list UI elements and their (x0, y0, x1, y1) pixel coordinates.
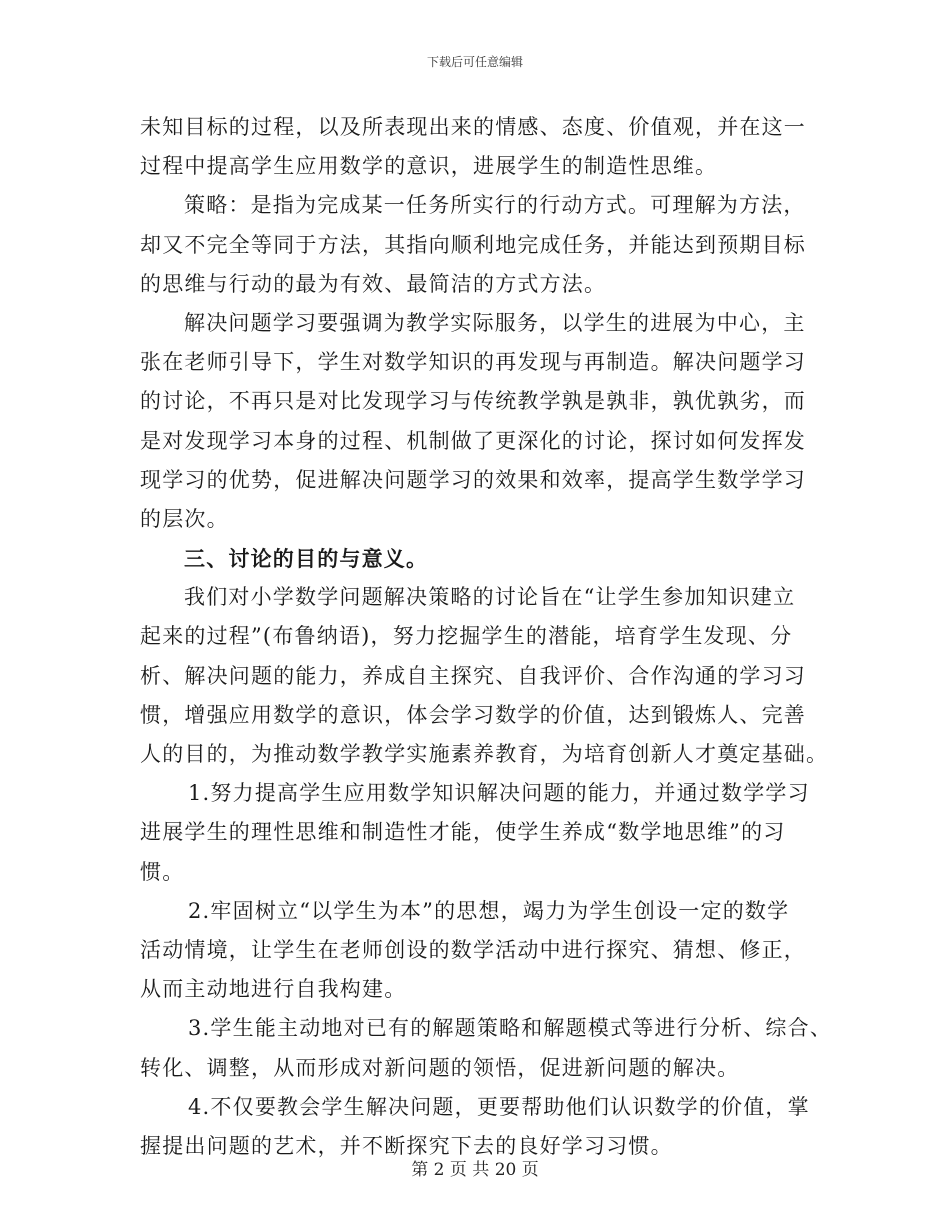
text-line: 的讨论，不再只是对比发现学习与传统教学孰是孰非，孰优孰劣，而 (140, 389, 806, 414)
page-footer: 第 2 页 共 20 页 (411, 1160, 539, 1180)
text-line: 策略：是指为完成某一任务所实行的行动方式。可理解为方法， (184, 193, 806, 218)
text-line: 现学习的优势，促进解决问题学习的效果和效率，提高学生数学学习 (140, 467, 806, 492)
text-line: 惯，增强应用数学的意识，体会学习数学的价值，达到锻炼人、完善 (140, 702, 806, 727)
document-body (140, 108, 833, 1166)
text-line: 进展学生的理性思维和制造性才能，使学生养成“数学地思维”的习 (140, 820, 786, 845)
text-line: 惯。 (140, 859, 185, 884)
text-line: 的层次。 (140, 506, 229, 531)
text-line: 3.学生能主动地对已有的解题策略和解题模式等进行分析、综合、 (188, 1016, 833, 1041)
text-line: 人的目的，为推动数学教学实施素养教育，为培育创新人才奠定基础。 (140, 742, 829, 766)
text-line: 握提出问题的艺术，并不断探究下去的良好学习习惯。 (140, 1133, 673, 1158)
text-line: 解决问题学习要强调为教学实际服务，以学生的进展为中心，主 (184, 310, 806, 335)
text-line: 4.不仅要教会学生解决问题，更要帮助他们认识数学的价值，掌 (188, 1094, 810, 1119)
text-line: 转化、调整，从而形成对新问题的领悟，促进新问题的解决。 (140, 1055, 740, 1080)
text-line: 起来的过程”(布鲁纳语)，努力挖掘学生的潜能，培育学生发现、分 (140, 624, 793, 649)
text-line: 张在老师引导下，学生对数学知识的再发现与再制造。解决问题学习 (140, 350, 806, 375)
section-heading: 三、讨论的目的与意义。 (184, 546, 429, 572)
text-line: 过程中提高学生应用数学的意识，进展学生的制造性思维。 (140, 154, 718, 179)
text-line: 是对发现学习本身的过程、机制做了更深化的讨论，探讨如何发挥发 (140, 428, 806, 453)
text-line: 活动情境，让学生在老师创设的数学活动中进行探究、猜想、修正， (140, 937, 806, 962)
text-line: 却又不完全等同于方法，其指向顺利地完成任务，并能达到预期目标 (140, 232, 806, 257)
text-line: 1.努力提高学生应用数学知识解决问题的能力，并通过数学学习 (188, 781, 810, 806)
text-line: 析、解决问题的能力，养成自主探究、自我评价、合作沟通的学习习 (140, 663, 806, 688)
page-header: 下载后可任意编辑 (426, 55, 523, 69)
text-line: 2.牢固树立“以学生为本”的思想，竭力为学生创设一定的数学 (188, 898, 790, 923)
text-line: 我们对小学数学问题解决策略的讨论旨在“让学生参加知识建立 (184, 585, 796, 610)
text-line: 从而主动地进行自我构建。 (140, 977, 407, 1002)
text-line: 的思维与行动的最为有效、最简洁的方式方法。 (140, 271, 607, 296)
text-line: 未知目标的过程，以及所表现出来的情感、态度、价值观，并在这一 (140, 115, 806, 139)
